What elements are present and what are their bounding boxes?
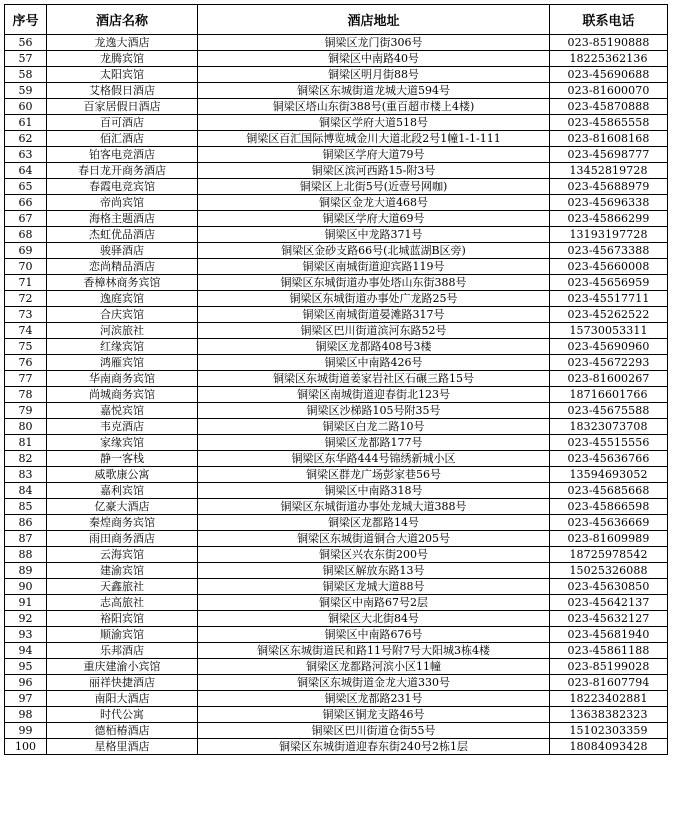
cell-phone: 13193197728 [550,227,668,243]
cell-hotel-name: 艾格假日酒店 [47,83,198,99]
table-row [5,739,668,755]
cell-index: 56 [5,35,47,51]
table-row [5,275,668,291]
cell-index: 83 [5,467,47,483]
cell-phone: 023-81608168 [550,131,668,147]
cell-phone: 023-45685668 [550,483,668,499]
cell-phone: 023-81609989 [550,531,668,547]
cell-hotel-address: 铜梁区龙都路14号 [198,515,550,531]
cell-hotel-address: 铜梁区东城街道铜合大道205号 [198,531,550,547]
cell-hotel-name: 百可酒店 [47,115,198,131]
table-row [5,499,668,515]
cell-hotel-address: 铜梁区南城街道迎春街北123号 [198,387,550,403]
cell-index: 89 [5,563,47,579]
table-row [5,371,668,387]
cell-hotel-name: 红缘宾馆 [47,339,198,355]
cell-hotel-name: 静一客栈 [47,451,198,467]
table-row [5,579,668,595]
table-row [5,67,668,83]
cell-phone: 023-45681940 [550,627,668,643]
cell-hotel-address: 铜梁区东城街道民和路11号附7号大阳城3栋4楼 [198,643,550,659]
cell-hotel-address: 铜梁区明月街88号 [198,67,550,83]
table-row [5,179,668,195]
cell-index: 65 [5,179,47,195]
cell-hotel-name: 威歌康公寓 [47,467,198,483]
cell-hotel-name: 丽祥快捷酒店 [47,675,198,691]
table-row [5,131,668,147]
cell-index: 94 [5,643,47,659]
cell-index: 91 [5,595,47,611]
cell-index: 80 [5,419,47,435]
cell-hotel-address: 铜梁区东城街道办事处广龙路25号 [198,291,550,307]
cell-phone: 023-45861188 [550,643,668,659]
table-row [5,643,668,659]
cell-index: 78 [5,387,47,403]
cell-phone: 18223402881 [550,691,668,707]
cell-hotel-name: 太阳宾馆 [47,67,198,83]
cell-hotel-name: 星格里酒店 [47,739,198,755]
table-row [5,51,668,67]
cell-index: 93 [5,627,47,643]
cell-hotel-name: 合庆宾馆 [47,307,198,323]
cell-hotel-address: 铜梁区中南路318号 [198,483,550,499]
table-body [5,35,668,755]
cell-index: 88 [5,547,47,563]
cell-index: 95 [5,659,47,675]
cell-hotel-address: 铜梁区学府大道69号 [198,211,550,227]
table-row [5,323,668,339]
cell-hotel-address: 铜梁区东城街道迎春东街240号2栋1层 [198,739,550,755]
table-row [5,435,668,451]
cell-phone: 023-45673388 [550,243,668,259]
table-row [5,227,668,243]
header-phone: 联系电话 [550,5,668,35]
cell-hotel-name: 铂客电竞酒店 [47,147,198,163]
cell-hotel-address: 铜梁区大北街84号 [198,611,550,627]
cell-phone: 023-45515556 [550,435,668,451]
cell-hotel-address: 铜梁区百汇国际博览城金川大道北段2号1幢1-1-111 [198,131,550,147]
table-row [5,723,668,739]
cell-hotel-address: 铜梁区东城街道办事处龙城大道388号 [198,499,550,515]
cell-index: 70 [5,259,47,275]
cell-hotel-name: 韦克酒店 [47,419,198,435]
cell-index: 96 [5,675,47,691]
cell-hotel-name: 杰虹优品酒店 [47,227,198,243]
cell-index: 82 [5,451,47,467]
table-row [5,451,668,467]
cell-phone: 023-45642137 [550,595,668,611]
cell-index: 59 [5,83,47,99]
cell-index: 64 [5,163,47,179]
cell-hotel-name: 骏驿酒店 [47,243,198,259]
hotel-table [4,4,668,755]
cell-hotel-address: 铜梁区龙门街306号 [198,35,550,51]
cell-hotel-name: 建渝宾馆 [47,563,198,579]
cell-phone: 15730053311 [550,323,668,339]
cell-hotel-address: 铜梁区学府大道79号 [198,147,550,163]
table-row [5,163,668,179]
table-row [5,243,668,259]
table-row [5,387,668,403]
cell-hotel-address: 铜梁区巴川街道滨河东路52号 [198,323,550,339]
cell-phone: 023-45632127 [550,611,668,627]
cell-phone: 13594693052 [550,467,668,483]
cell-hotel-address: 铜梁区学府大道518号 [198,115,550,131]
cell-index: 61 [5,115,47,131]
table-row [5,291,668,307]
cell-hotel-name: 春霞电竞宾馆 [47,179,198,195]
header-hotel-name: 酒店名称 [47,5,198,35]
cell-phone: 023-45672293 [550,355,668,371]
cell-hotel-address: 铜梁区滨河西路15-附3号 [198,163,550,179]
cell-hotel-address: 铜梁区南城街道晏滩路317号 [198,307,550,323]
cell-hotel-name: 云海宾馆 [47,547,198,563]
cell-index: 62 [5,131,47,147]
cell-hotel-name: 雨田商务酒店 [47,531,198,547]
cell-hotel-name: 河滨旅社 [47,323,198,339]
cell-hotel-address: 铜梁区解放东路13号 [198,563,550,579]
cell-phone: 023-85199028 [550,659,668,675]
table-row [5,531,668,547]
cell-hotel-name: 海格主题酒店 [47,211,198,227]
table-row [5,419,668,435]
cell-phone: 18323073708 [550,419,668,435]
cell-hotel-address: 铜梁区中南路676号 [198,627,550,643]
cell-hotel-address: 铜梁区兴农东街200号 [198,547,550,563]
header-row [5,5,668,35]
cell-hotel-address: 铜梁区东城街道龙城大道594号 [198,83,550,99]
cell-phone: 023-45696338 [550,195,668,211]
cell-index: 87 [5,531,47,547]
cell-hotel-address: 铜梁区金龙大道468号 [198,195,550,211]
cell-hotel-name: 家缘宾馆 [47,435,198,451]
cell-phone: 023-45690960 [550,339,668,355]
cell-phone: 18084093428 [550,739,668,755]
cell-hotel-name: 香樟林商务宾馆 [47,275,198,291]
cell-index: 100 [5,739,47,755]
cell-phone: 13452819728 [550,163,668,179]
header-hotel-address: 酒店地址 [198,5,550,35]
cell-phone: 023-45688979 [550,179,668,195]
table-row [5,659,668,675]
cell-hotel-address: 铜梁区沙梯路105号附35号 [198,403,550,419]
cell-phone: 023-45656959 [550,275,668,291]
cell-index: 77 [5,371,47,387]
cell-phone: 023-45865558 [550,115,668,131]
table-row [5,307,668,323]
cell-index: 72 [5,291,47,307]
cell-hotel-address: 铜梁区中南路40号 [198,51,550,67]
table-row [5,595,668,611]
cell-phone: 023-45262522 [550,307,668,323]
cell-index: 63 [5,147,47,163]
cell-index: 75 [5,339,47,355]
cell-hotel-address: 铜梁区东城街道金龙大道330号 [198,675,550,691]
cell-hotel-address: 铜梁区龙都路231号 [198,691,550,707]
cell-phone: 15102303359 [550,723,668,739]
cell-hotel-name: 华南商务宾馆 [47,371,198,387]
table-row [5,339,668,355]
cell-phone: 023-85190888 [550,35,668,51]
cell-hotel-address: 铜梁区中龙路371号 [198,227,550,243]
cell-hotel-address: 铜梁区铜龙支路46号 [198,707,550,723]
cell-phone: 023-45870888 [550,99,668,115]
header-index: 序号 [5,5,47,35]
cell-phone: 023-81600267 [550,371,668,387]
cell-phone: 023-45698777 [550,147,668,163]
cell-phone: 18716601766 [550,387,668,403]
cell-hotel-address: 铜梁区东华路444号锦绣新城小区 [198,451,550,467]
cell-phone: 15025326088 [550,563,668,579]
cell-hotel-name: 恋尚精品酒店 [47,259,198,275]
cell-index: 71 [5,275,47,291]
cell-hotel-address: 铜梁区白龙二路10号 [198,419,550,435]
cell-hotel-name: 逸庭宾馆 [47,291,198,307]
table-row [5,483,668,499]
table-row [5,627,668,643]
table-row [5,611,668,627]
cell-index: 98 [5,707,47,723]
cell-phone: 023-45660008 [550,259,668,275]
table-row [5,211,668,227]
cell-phone: 023-45675588 [550,403,668,419]
cell-hotel-name: 裕阳宾馆 [47,611,198,627]
cell-index: 68 [5,227,47,243]
cell-phone: 023-81600070 [550,83,668,99]
cell-hotel-name: 百家居假日酒店 [47,99,198,115]
table-row [5,195,668,211]
cell-index: 97 [5,691,47,707]
cell-hotel-name: 尚城商务宾馆 [47,387,198,403]
cell-index: 81 [5,435,47,451]
cell-index: 60 [5,99,47,115]
cell-hotel-name: 佰汇酒店 [47,131,198,147]
cell-hotel-name: 龙腾宾馆 [47,51,198,67]
cell-hotel-name: 春日龙开商务酒店 [47,163,198,179]
cell-index: 69 [5,243,47,259]
table-row [5,259,668,275]
cell-hotel-name: 帝尚宾馆 [47,195,198,211]
table-row [5,467,668,483]
cell-hotel-name: 嘉悦宾馆 [47,403,198,419]
cell-hotel-name: 重庆建渝小宾馆 [47,659,198,675]
cell-hotel-name: 南阳大酒店 [47,691,198,707]
cell-hotel-address: 铜梁区巴川街道仓街55号 [198,723,550,739]
cell-phone: 023-45866598 [550,499,668,515]
cell-phone: 13638382323 [550,707,668,723]
cell-phone: 023-45636766 [550,451,668,467]
table-row [5,547,668,563]
table-row [5,83,668,99]
cell-index: 85 [5,499,47,515]
cell-index: 86 [5,515,47,531]
cell-hotel-name: 时代公寓 [47,707,198,723]
cell-hotel-name: 德栢椿酒店 [47,723,198,739]
cell-hotel-name: 天鑫旅社 [47,579,198,595]
table-row [5,147,668,163]
cell-hotel-name: 龙逸大酒店 [47,35,198,51]
cell-hotel-address: 铜梁区中南路67号2层 [198,595,550,611]
cell-hotel-address: 铜梁区金砂支路66号(北城蓝湖B区旁) [198,243,550,259]
table-row [5,35,668,51]
cell-index: 57 [5,51,47,67]
cell-hotel-address: 铜梁区东城街道姜家岩社区石碾三路15号 [198,371,550,387]
cell-index: 66 [5,195,47,211]
cell-hotel-address: 铜梁区龙都路河滨小区11幢 [198,659,550,675]
cell-phone: 18225362136 [550,51,668,67]
cell-phone: 023-45690688 [550,67,668,83]
cell-hotel-name: 嘉利宾馆 [47,483,198,499]
cell-index: 84 [5,483,47,499]
cell-phone: 023-45866299 [550,211,668,227]
cell-index: 76 [5,355,47,371]
cell-hotel-address: 铜梁区塔山东街388号(重百超市楼上4楼) [198,99,550,115]
cell-index: 90 [5,579,47,595]
cell-hotel-address: 铜梁区龙城大道88号 [198,579,550,595]
cell-hotel-address: 铜梁区龙都路177号 [198,435,550,451]
cell-hotel-name: 乐邦酒店 [47,643,198,659]
table-row [5,707,668,723]
cell-hotel-address: 铜梁区群龙广场彭家巷56号 [198,467,550,483]
cell-index: 73 [5,307,47,323]
table-row [5,115,668,131]
cell-hotel-address: 铜梁区南城街道迎宾路119号 [198,259,550,275]
cell-hotel-name: 亿豪大酒店 [47,499,198,515]
cell-index: 74 [5,323,47,339]
cell-index: 99 [5,723,47,739]
table-row [5,563,668,579]
cell-index: 79 [5,403,47,419]
cell-hotel-name: 秦煌商务宾馆 [47,515,198,531]
cell-hotel-address: 铜梁区龙都路408号3楼 [198,339,550,355]
table-row [5,515,668,531]
table-row [5,99,668,115]
cell-index: 92 [5,611,47,627]
table-row [5,675,668,691]
cell-phone: 023-45636669 [550,515,668,531]
table-row [5,403,668,419]
cell-hotel-address: 铜梁区中南路426号 [198,355,550,371]
cell-phone: 023-45630850 [550,579,668,595]
cell-phone: 023-81607794 [550,675,668,691]
cell-phone: 023-45517711 [550,291,668,307]
cell-hotel-name: 鸿雁宾馆 [47,355,198,371]
cell-index: 58 [5,67,47,83]
cell-hotel-address: 铜梁区东城街道办事处塔山东街388号 [198,275,550,291]
cell-index: 67 [5,211,47,227]
cell-hotel-name: 顺渝宾馆 [47,627,198,643]
cell-hotel-address: 铜梁区上北街5号(近壹号网咖) [198,179,550,195]
table-row [5,691,668,707]
table-row [5,355,668,371]
cell-phone: 18725978542 [550,547,668,563]
cell-hotel-name: 志高旅社 [47,595,198,611]
